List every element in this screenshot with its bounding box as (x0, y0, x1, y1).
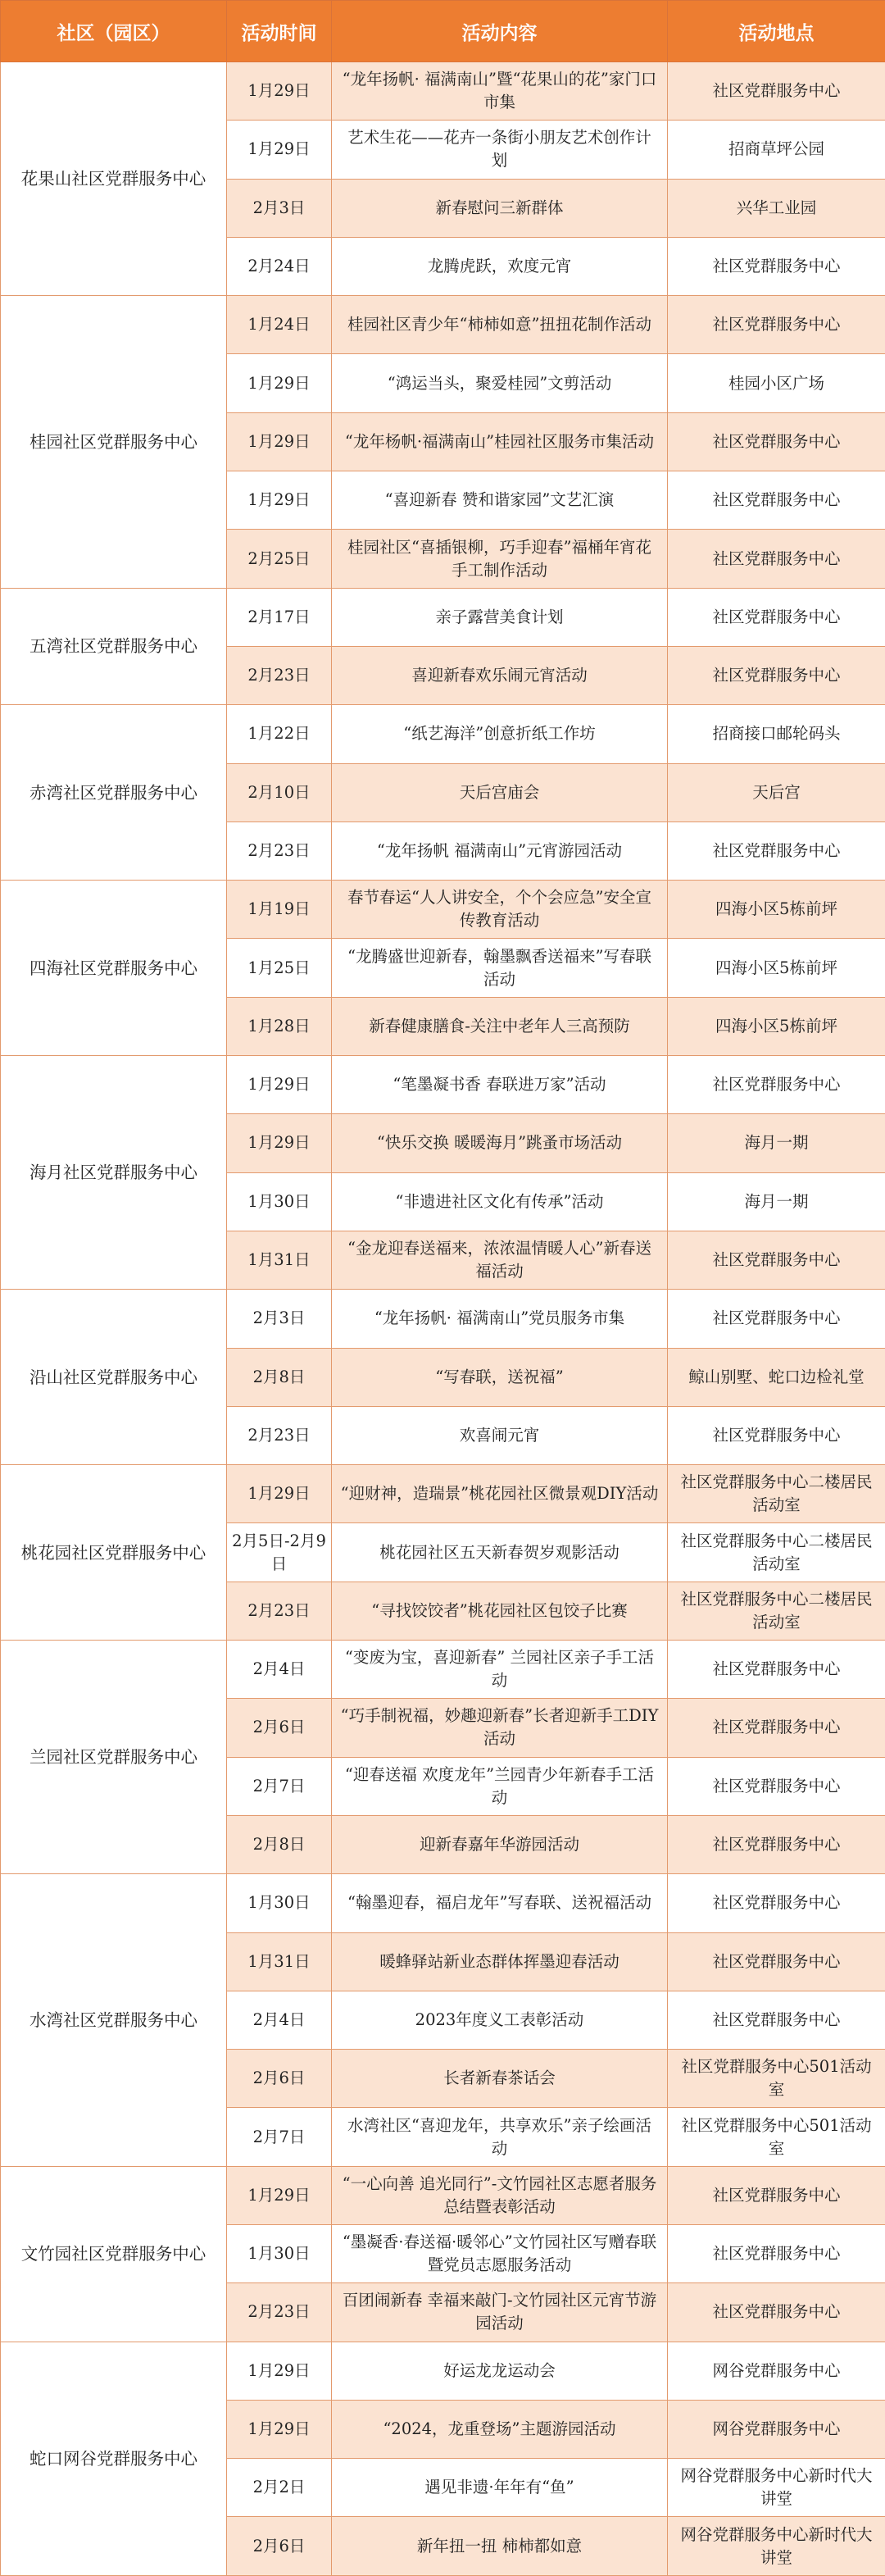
event-time: 1月19日 (227, 881, 332, 939)
event-content: “一心向善 追光同行”-文竹园社区志愿者服务总结暨表彰活动 (332, 2166, 668, 2224)
event-content: “龙年杨帆·福满南山”桂园社区服务市集活动 (332, 412, 668, 471)
community-name: 海月社区党群服务中心 (1, 1056, 227, 1290)
community-name: 兰园社区党群服务中心 (1, 1641, 227, 1874)
community-name: 四海社区党群服务中心 (1, 881, 227, 1056)
event-time: 2月4日 (227, 1991, 332, 2049)
event-time: 2月6日 (227, 1699, 332, 1757)
event-time: 1月30日 (227, 1172, 332, 1231)
event-time: 1月31日 (227, 1231, 332, 1289)
event-time: 1月25日 (227, 939, 332, 997)
event-place: 社区党群服务中心 (668, 2166, 885, 2224)
event-place: 社区党群服务中心 (668, 588, 885, 646)
event-content: “非遗进社区文化有传承”活动 (332, 1172, 668, 1231)
event-content: 水湾社区“喜迎龙年，共享欢乐”亲子绘画活动 (332, 2108, 668, 2166)
event-place: 社区党群服务中心 (668, 646, 885, 704)
event-content: 天后宫庙会 (332, 763, 668, 821)
table-row (1, 705, 885, 763)
event-content: 百团闹新春 幸福来敲门-文竹园社区元宵节游园活动 (332, 2283, 668, 2342)
event-place: 社区党群服务中心 (668, 530, 885, 588)
table-row (1, 881, 885, 939)
event-content: “快乐交换 暖暖海月”跳蚤市场活动 (332, 1114, 668, 1172)
event-content: 新春慰问三新群体 (332, 179, 668, 237)
event-place: 社区党群服务中心 (668, 1815, 885, 1873)
event-place: 天后宫 (668, 763, 885, 821)
event-place: 社区党群服务中心 (668, 1757, 885, 1815)
event-time: 2月8日 (227, 1815, 332, 1873)
event-content: 长者新春茶话会 (332, 2050, 668, 2108)
event-time: 1月29日 (227, 2166, 332, 2224)
event-place: 社区党群服务中心 (668, 1932, 885, 1991)
event-content: “鸿运当头，聚爱桂园”文剪活动 (332, 354, 668, 412)
event-place: 社区党群服务中心501活动室 (668, 2108, 885, 2166)
event-time: 2月23日 (227, 821, 332, 880)
table-row (1, 1290, 885, 1348)
table-body (1, 62, 885, 2576)
event-time: 1月31日 (227, 1932, 332, 1991)
event-place: 鲸山别墅、蛇口边检礼堂 (668, 1348, 885, 1406)
event-time: 2月7日 (227, 2108, 332, 2166)
event-place: 社区党群服务中心 (668, 237, 885, 295)
event-place: 网谷党群服务中心 (668, 2342, 885, 2400)
event-place: 网谷党群服务中心新时代大讲堂 (668, 2459, 885, 2517)
event-place: 社区党群服务中心 (668, 1056, 885, 1114)
event-place: 四海小区5栋前坪 (668, 939, 885, 997)
event-time: 1月22日 (227, 705, 332, 763)
event-content: “迎春送福 欢度龙年”兰园青少年新春手工活动 (332, 1757, 668, 1815)
event-time: 1月29日 (227, 412, 332, 471)
community-name: 桃花园社区党群服务中心 (1, 1465, 227, 1641)
event-content: “写春联，送祝福” (332, 1348, 668, 1406)
event-time: 2月2日 (227, 2459, 332, 2517)
event-place: 社区党群服务中心 (668, 1290, 885, 1348)
event-place: 社区党群服务中心 (668, 1641, 885, 1699)
table-row (1, 2342, 885, 2400)
header-time: 活动时间 (227, 1, 332, 62)
event-place: 社区党群服务中心 (668, 412, 885, 471)
event-content: 龙腾虎跃，欢度元宵 (332, 237, 668, 295)
event-time: 1月29日 (227, 121, 332, 179)
event-time: 1月24日 (227, 296, 332, 354)
event-place: 社区党群服务中心 (668, 2224, 885, 2282)
community-name: 水湾社区党群服务中心 (1, 1874, 227, 2166)
event-time: 1月29日 (227, 1056, 332, 1114)
event-content: “纸艺海洋”创意折纸工作坊 (332, 705, 668, 763)
event-time: 2月10日 (227, 763, 332, 821)
event-place: 海月一期 (668, 1172, 885, 1231)
community-name: 桂园社区党群服务中心 (1, 296, 227, 588)
event-place: 社区党群服务中心 (668, 1406, 885, 1464)
event-time: 2月17日 (227, 588, 332, 646)
event-content: 桂园社区“喜插银柳，巧手迎春”福桶年宵花手工制作活动 (332, 530, 668, 588)
event-time: 1月30日 (227, 2224, 332, 2282)
event-place: 社区党群服务中心 (668, 296, 885, 354)
event-time: 1月29日 (227, 1114, 332, 1172)
event-time: 2月23日 (227, 646, 332, 704)
event-place: 网谷党群服务中心 (668, 2400, 885, 2458)
event-place: 兴华工业园 (668, 179, 885, 237)
event-time: 2月8日 (227, 1348, 332, 1406)
event-time: 2月23日 (227, 2283, 332, 2342)
table-row (1, 1641, 885, 1699)
event-content: “翰墨迎春，福启龙年”写春联、送祝福活动 (332, 1874, 668, 1932)
event-content: 好运龙龙运动会 (332, 2342, 668, 2400)
table-row (1, 1465, 885, 1523)
event-content: “龙年扬帆· 福满南山”暨“花果山的花”家门口市集 (332, 62, 668, 121)
event-time: 1月29日 (227, 2342, 332, 2400)
event-content: “墨凝香·春送福·暖邻心”文竹园社区写赠春联暨党员志愿服务活动 (332, 2224, 668, 2282)
event-content: 春节春运“人人讲安全，个个会应急”安全宣传教育活动 (332, 881, 668, 939)
event-place: 社区党群服务中心 (668, 1231, 885, 1289)
event-content: “龙年扬帆 福满南山”元宵游园活动 (332, 821, 668, 880)
event-time: 1月29日 (227, 62, 332, 121)
event-content: 迎新春嘉年华游园活动 (332, 1815, 668, 1873)
event-time: 1月30日 (227, 1874, 332, 1932)
event-content: “金龙迎春送福来，浓浓温情暖人心”新春送福活动 (332, 1231, 668, 1289)
event-place: 海月一期 (668, 1114, 885, 1172)
event-content: 亲子露营美食计划 (332, 588, 668, 646)
event-content: 桂园社区青少年“柿柿如意”扭扭花制作活动 (332, 296, 668, 354)
event-content: “喜迎新春 赞和谐家园”文艺汇演 (332, 471, 668, 530)
header-place: 活动地点 (668, 1, 885, 62)
table-row (1, 1874, 885, 1932)
event-content: “龙腾盛世迎新春，翰墨飘香送福来”写春联活动 (332, 939, 668, 997)
event-place: 社区党群服务中心二楼居民活动室 (668, 1523, 885, 1582)
event-time: 2月23日 (227, 1406, 332, 1464)
event-content: 新年扭一扭 柿柿都如意 (332, 2517, 668, 2575)
event-place: 网谷党群服务中心新时代大讲堂 (668, 2517, 885, 2575)
event-place: 社区党群服务中心二楼居民活动室 (668, 1465, 885, 1523)
community-name: 赤湾社区党群服务中心 (1, 705, 227, 881)
event-place: 四海小区5栋前坪 (668, 997, 885, 1055)
event-content: “2024，龙重登场”主题游园活动 (332, 2400, 668, 2458)
event-place: 招商草坪公园 (668, 121, 885, 179)
community-name: 沿山社区党群服务中心 (1, 1290, 227, 1465)
table-row (1, 296, 885, 354)
event-place: 桂园小区广场 (668, 354, 885, 412)
header-content: 活动内容 (332, 1, 668, 62)
event-content: “笔墨凝书香 春联进万家”活动 (332, 1056, 668, 1114)
event-place: 社区党群服务中心二楼居民活动室 (668, 1582, 885, 1640)
event-time: 2月23日 (227, 1582, 332, 1640)
event-time: 2月5日-2月9日 (227, 1523, 332, 1582)
event-place: 四海小区5栋前坪 (668, 881, 885, 939)
event-content: “龙年扬帆· 福满南山”党员服务市集 (332, 1290, 668, 1348)
event-time: 1月29日 (227, 1465, 332, 1523)
event-content: 艺术生花——花卉一条街小朋友艺术创作计划 (332, 121, 668, 179)
event-place: 社区党群服务中心 (668, 821, 885, 880)
event-time: 1月29日 (227, 2400, 332, 2458)
event-time: 2月3日 (227, 1290, 332, 1348)
event-time: 2月6日 (227, 2517, 332, 2575)
event-content: 桃花园社区五天新春贺岁观影活动 (332, 1523, 668, 1582)
community-name: 花果山社区党群服务中心 (1, 62, 227, 296)
event-time: 2月4日 (227, 1641, 332, 1699)
event-content: 欢喜闹元宵 (332, 1406, 668, 1464)
event-time: 1月29日 (227, 471, 332, 530)
event-content: “迎财神，造瑞景”桃花园社区微景观DIY活动 (332, 1465, 668, 1523)
event-time: 2月25日 (227, 530, 332, 588)
event-time: 2月24日 (227, 237, 332, 295)
event-content: 遇见非遗·年年有“鱼” (332, 2459, 668, 2517)
event-place: 招商接口邮轮码头 (668, 705, 885, 763)
table-row (1, 1056, 885, 1114)
event-place: 社区党群服务中心501活动室 (668, 2050, 885, 2108)
event-place: 社区党群服务中心 (668, 1699, 885, 1757)
event-content: “寻找饺饺者”桃花园社区包饺子比赛 (332, 1582, 668, 1640)
event-content: “巧手制祝福，妙趣迎新春”长者迎新手工DIY活动 (332, 1699, 668, 1757)
community-name: 五湾社区党群服务中心 (1, 588, 227, 705)
event-place: 社区党群服务中心 (668, 62, 885, 121)
community-name: 蛇口网谷党群服务中心 (1, 2342, 227, 2575)
table-row (1, 62, 885, 121)
event-place: 社区党群服务中心 (668, 1991, 885, 2049)
event-time: 2月3日 (227, 179, 332, 237)
event-place: 社区党群服务中心 (668, 1874, 885, 1932)
event-content: 新春健康膳食-关注中老年人三高预防 (332, 997, 668, 1055)
table-header-row (1, 1, 885, 62)
event-time: 2月6日 (227, 2050, 332, 2108)
event-time: 2月7日 (227, 1757, 332, 1815)
event-content: 喜迎新春欢乐闹元宵活动 (332, 646, 668, 704)
event-time: 1月28日 (227, 997, 332, 1055)
event-content: 2023年度义工表彰活动 (332, 1991, 668, 2049)
event-time: 1月29日 (227, 354, 332, 412)
event-content: “变废为宝，喜迎新春” 兰园社区亲子手工活动 (332, 1641, 668, 1699)
event-place: 社区党群服务中心 (668, 2283, 885, 2342)
table-row (1, 588, 885, 646)
event-place: 社区党群服务中心 (668, 471, 885, 530)
event-content: 暖蜂驿站新业态群体挥墨迎春活动 (332, 1932, 668, 1991)
header-community: 社区（园区） (1, 1, 227, 62)
community-name: 文竹园社区党群服务中心 (1, 2166, 227, 2342)
table-row (1, 2166, 885, 2224)
